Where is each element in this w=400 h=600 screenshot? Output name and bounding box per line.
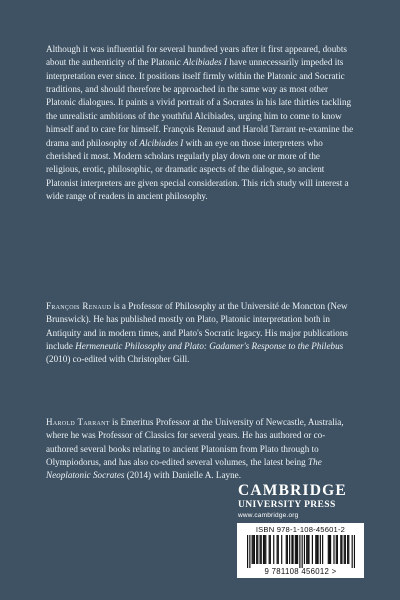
book-title-ref: The Neoplatonic Socrates xyxy=(46,457,322,481)
author-bio-tarrant xyxy=(46,416,356,483)
barcode-bar xyxy=(304,535,305,564)
barcode-bar xyxy=(252,535,253,564)
book-title-ref: Alcibiades I xyxy=(139,137,184,148)
bio-text: (2014) with Danielle A. Layne. xyxy=(124,470,241,481)
barcode-bars xyxy=(247,535,355,568)
barcode-bar xyxy=(316,535,317,564)
barcode-bar xyxy=(278,535,279,564)
barcode-bar xyxy=(281,535,282,564)
bio-text: (2010) co-edited with Christopher Gill. xyxy=(46,354,190,365)
description-text: Although it was influential for several hundred years after it first appeared, doubts about the authenticity of the Platonic xyxy=(46,44,347,68)
barcode-bar xyxy=(340,535,341,564)
barcode-bar xyxy=(354,535,355,568)
barcode-bar xyxy=(273,535,274,564)
book-title-ref: Hermeneutic Philosophy and Plato: Gadamer's Response to the Philebus xyxy=(75,341,344,352)
barcode xyxy=(237,523,364,578)
barcode-bar xyxy=(295,535,296,564)
barcode-bar xyxy=(336,535,337,564)
barcode-bar xyxy=(254,535,255,564)
barcode-bar xyxy=(315,535,316,564)
barcode-bar xyxy=(286,535,287,564)
barcode-bar xyxy=(344,535,345,564)
description-text: have unnecessarily impeded its interpretation ever since. It positions itself firmly within the Platonic and Socratic traditions, and should therefore be approached in the same way as most other Platonic dialogues. It paints a vivid portrait of a Socrates in his late thirties tackling the unrealistic ambitions of the youthful Alcibiades, urging him to come to know himself and to care for himself. François Renaud and Harold Tarrant re-examine the drama and philosophy of xyxy=(46,57,354,148)
author-bio-renaud xyxy=(46,300,356,367)
barcode-bar xyxy=(308,535,309,564)
bio-text: is a Professor of Philosophy at the Université de Moncton (New Brunswick). He has published mostly on Plato, Platonic interpretation both in Antiquity and in modern times, and Plato's Socratic legacy. His major publications include xyxy=(46,301,348,352)
bio-text: is Emeritus Professor at the University of Newcastle, Australia, where he was Professor of Classics for several years. He has authored or co-authored several books relating to ancient Platonism from Plato through to Olympiodorus, and has also co-edited several volumes, the latest being xyxy=(46,417,344,468)
barcode-bar xyxy=(302,535,303,568)
barcode-bar xyxy=(289,535,290,564)
barcode-bar xyxy=(322,535,323,564)
barcode-bar xyxy=(341,535,342,564)
barcode-bar xyxy=(265,535,266,564)
isbn-label: ISBN 978-1-108-45601-2 xyxy=(255,525,346,534)
author-name: François Renaud xyxy=(46,301,112,311)
barcode-bar xyxy=(261,535,262,564)
barcode-bar xyxy=(328,535,329,564)
barcode-bar xyxy=(277,535,278,564)
barcode-bar xyxy=(270,535,271,564)
barcode-bar xyxy=(256,535,257,564)
barcode-bar xyxy=(257,535,258,564)
barcode-bar xyxy=(291,535,292,564)
publisher-brand: CAMBRIDGE xyxy=(238,482,347,499)
barcode-bar xyxy=(296,535,297,564)
barcode-bar xyxy=(306,535,307,564)
author-name: Harold Tarrant xyxy=(46,417,110,427)
book-title-ref: Alcibiades I xyxy=(183,57,228,68)
barcode-bar xyxy=(320,535,321,564)
barcode-bar xyxy=(330,535,331,564)
barcode-bar xyxy=(329,535,330,564)
barcode-digits: 9 781108 456012 > xyxy=(264,567,337,576)
publisher-logo xyxy=(238,483,358,519)
description-text: with an eye on those interpreters who cherished it most. Modern scholars regularly play down one or more of the religious, erotic, philosophic, or dramatic aspects of the dialogue, so ancient Platonist interpreters are given special consideration. This rich study will interest a wide range of readers in ancient philosophy. xyxy=(46,137,349,201)
barcode-bar xyxy=(307,535,308,564)
barcode-bar xyxy=(247,535,248,568)
barcode-bar xyxy=(352,535,353,568)
barcode-bar xyxy=(263,535,264,564)
barcode-bar xyxy=(337,535,338,564)
barcode-bar xyxy=(333,535,334,564)
barcode-bar xyxy=(292,535,293,564)
publisher-press: UNIVERSITY PRESS xyxy=(238,499,336,510)
barcode-bar xyxy=(317,535,318,564)
barcode-bar xyxy=(297,535,298,564)
publisher-url: www.cambridge.org xyxy=(238,512,299,519)
barcode-bar xyxy=(345,535,346,564)
barcode-bar xyxy=(299,535,300,568)
barcode-bar xyxy=(260,535,261,564)
barcode-bar xyxy=(348,535,349,564)
barcode-bar xyxy=(287,535,288,564)
barcode-bar xyxy=(253,535,254,564)
book-description xyxy=(46,43,356,203)
barcode-bar xyxy=(264,535,265,564)
barcode-bar xyxy=(312,535,313,564)
barcode-bar xyxy=(249,535,250,568)
barcode-bar xyxy=(269,535,270,564)
barcode-bar xyxy=(347,535,348,564)
